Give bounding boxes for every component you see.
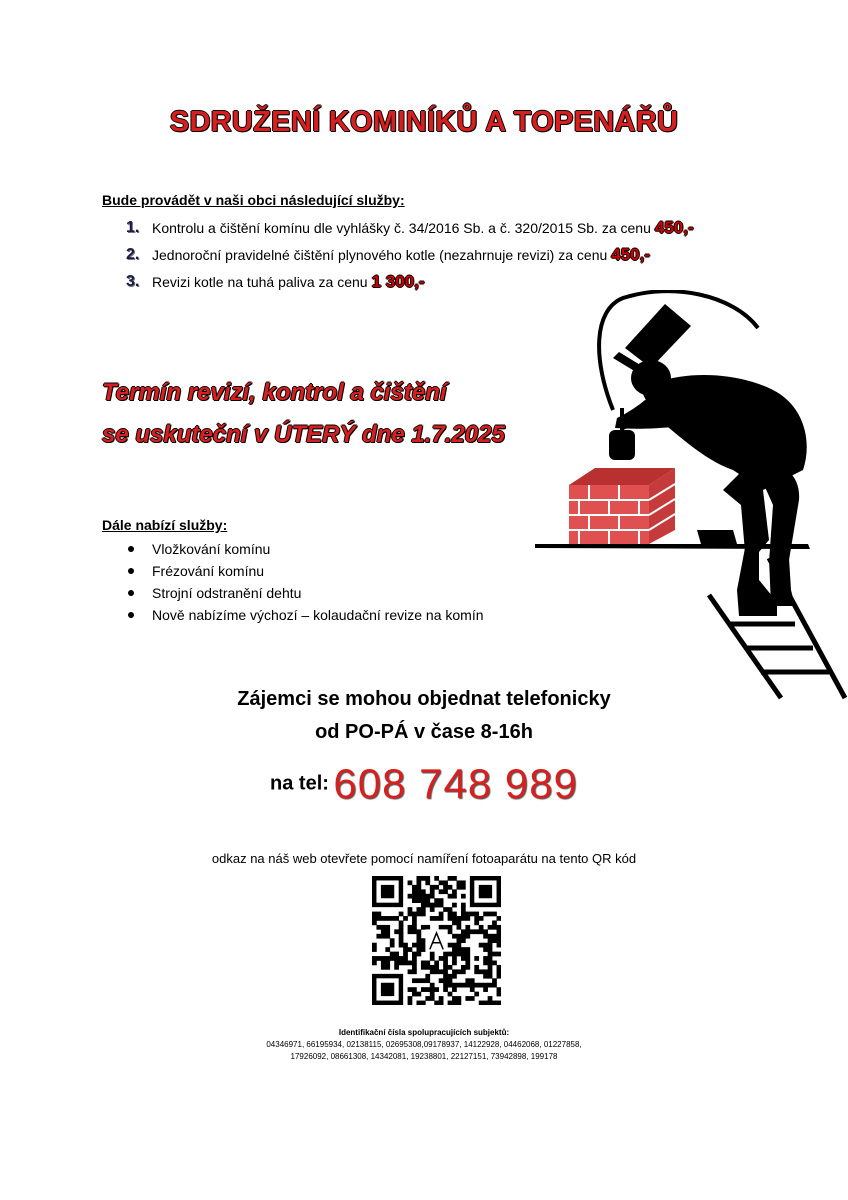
item-price: 1 300,- [371, 271, 425, 291]
bullet-icon [128, 568, 134, 574]
list-item [126, 241, 694, 268]
bullet-icon [128, 546, 134, 552]
list-item [126, 582, 484, 604]
ids-label: Identifikační čísla spolupracujících subjektů: [338, 1028, 510, 1037]
services-heading: Bude provádět v naši obci následující služby: [102, 192, 405, 208]
services-list [126, 214, 694, 295]
item-text: Nově nabízíme výchozí – kolaudační revize na komín [152, 607, 484, 623]
contact-line-2: od PO-PÁ v čase 8-16h [315, 721, 533, 743]
page-title: SDRUŽENÍ KOMINÍKŮ A TOPENÁŘŮ [169, 106, 679, 138]
chimney-icon [569, 468, 675, 544]
item-number: 1. [126, 218, 140, 236]
ids-block [0, 1027, 848, 1063]
bullet-icon [128, 590, 134, 596]
item-text: Jednoroční pravidelné čištění plynového kotle (nezahrnuje revizi) za cenu [152, 246, 608, 263]
item-number: 3. [126, 272, 140, 290]
term-line-1: Termín revizí, kontrol a čištění [102, 379, 447, 406]
item-price: 450,- [611, 244, 651, 264]
ids-line-1: 04346971, 66195934, 02138115, 02695308,09178937, 14122928, 04462068, 01227858, [266, 1040, 582, 1049]
contact-line-1: Zájemci se mohou objednat telefonicky [237, 688, 611, 710]
phone-label: na tel: [270, 772, 329, 795]
item-text: Vložkování komínu [152, 541, 271, 557]
term-announcement [102, 372, 505, 456]
qr-caption: odkaz na náš web otevřete pomocí namíření fotoaparátu na tento QR kód [211, 851, 637, 866]
item-number: 2. [126, 245, 140, 263]
bullet-icon [128, 612, 134, 618]
chimney-sweep-figure [613, 304, 807, 616]
item-text: Kontrolu a čištění komínu dle vyhlášky č. 34/2016 Sb. a č. 320/2015 Sb. za cenu [152, 219, 651, 236]
item-text: Revizi kotle na tuhá paliva za cenu [152, 273, 368, 290]
item-text: Frézování komínu [152, 563, 265, 579]
more-services-heading: Dále nabízí služby: [102, 517, 228, 533]
list-item [126, 214, 694, 241]
qr-code[interactable] [372, 876, 501, 1005]
item-text: Strojní odstranění dehtu [152, 585, 302, 601]
phone-number[interactable]: 608 748 989 [333, 760, 578, 807]
chimney-sweep-illustration [533, 290, 848, 710]
list-item [126, 604, 484, 626]
ids-line-2: 17926092, 08661308, 14342081, 19238801, 22127151, 73942898, 199178 [290, 1052, 558, 1061]
term-line-2: se uskuteční v ÚTERÝ dne 1.7.2025 [102, 421, 505, 448]
list-item [126, 538, 484, 560]
item-price: 450,- [654, 217, 694, 237]
more-services-list [126, 538, 484, 626]
phone-line [0, 760, 848, 808]
list-item [126, 560, 484, 582]
